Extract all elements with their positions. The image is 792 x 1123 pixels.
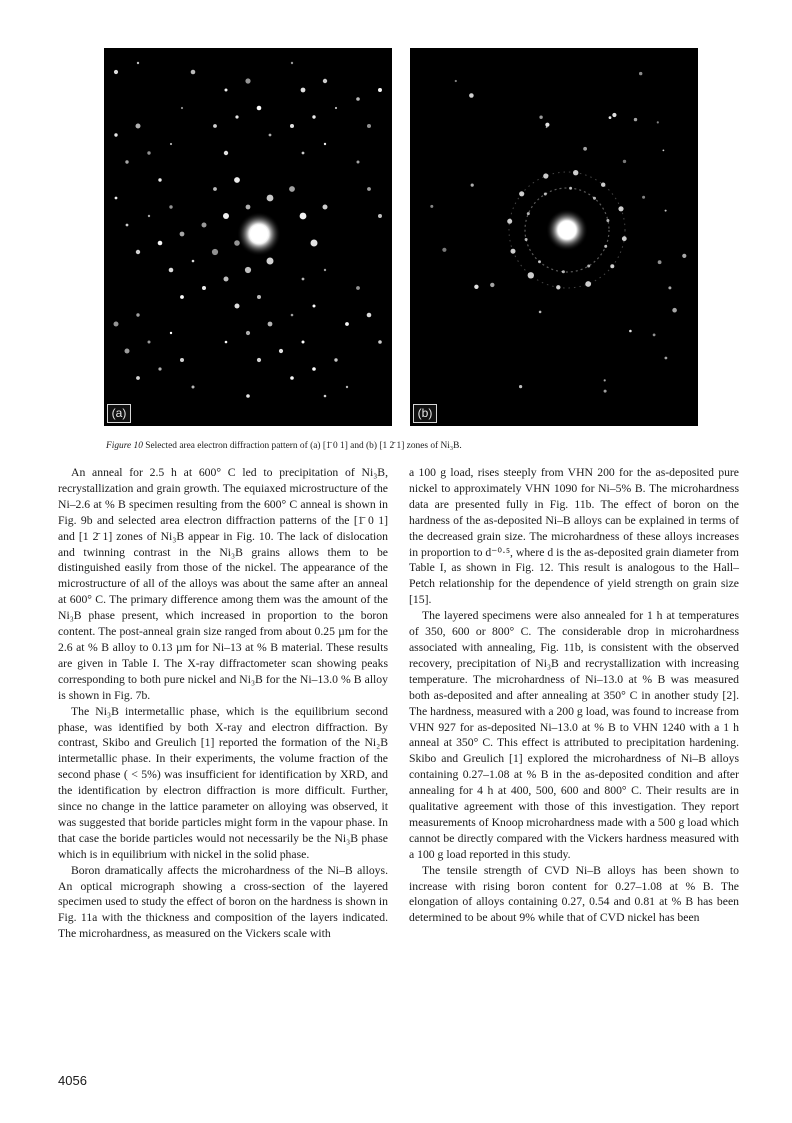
diffraction-spot <box>302 278 305 281</box>
diffraction-spot <box>268 322 273 327</box>
diffraction-spot <box>192 386 195 389</box>
diffraction-spot <box>490 283 494 287</box>
diffraction-spot <box>158 367 161 370</box>
paragraph: Boron dramatically affects the microhardness of the Ni–B alloys. An optical micrograph showing a cross-section of the layered specimen used to study the effect of boron on the hardness is shown in Fig. 11a with the thickness and composition of the layers indicated. The microhardness, as measured on the Vickers scale with <box>58 863 388 941</box>
diffraction-spot <box>158 178 161 181</box>
diffraction-spot <box>312 115 315 118</box>
diffraction-spot <box>180 232 185 237</box>
diffraction-spot <box>115 197 118 200</box>
diffraction-spot <box>225 89 228 92</box>
diffraction-spot <box>610 264 614 268</box>
diffraction-spot <box>235 115 238 118</box>
diffraction-spot <box>267 258 274 265</box>
diffraction-spot <box>378 340 382 344</box>
diffraction-spot <box>609 116 612 119</box>
diffraction-spot <box>511 249 516 254</box>
diffraction-spot <box>213 124 217 128</box>
diffraction-spot <box>601 183 605 187</box>
diffraction-spot <box>378 214 382 218</box>
diffraction-spot <box>302 152 305 155</box>
diffraction-spot <box>519 191 524 196</box>
diffraction-spot <box>246 331 250 335</box>
diffraction-spot <box>169 205 172 208</box>
diffraction-spot <box>324 395 327 398</box>
diffraction-spot <box>587 265 590 268</box>
diffraction-spot <box>136 124 141 129</box>
diffraction-spot <box>313 305 316 308</box>
left-text-column <box>58 465 388 942</box>
figure-caption-text: Selected area electron diffraction pattern of (a) [1̄ 0 1] and (b) [1 2̄ 1] zones of Ni₃B. <box>145 441 462 451</box>
diffraction-spot <box>257 106 262 111</box>
diffraction-spot <box>301 88 306 93</box>
diffraction-spot <box>212 249 218 255</box>
diffraction-spot <box>642 196 645 199</box>
diffraction-spot <box>569 187 572 190</box>
diffraction-spot <box>367 313 372 318</box>
diffraction-spot <box>442 248 446 252</box>
diffraction-spot <box>170 332 172 334</box>
diffraction-spot <box>312 367 316 371</box>
diffraction-spot <box>672 308 677 313</box>
diffraction-spot <box>474 285 478 289</box>
panel-a-label: (a) <box>107 404 131 423</box>
diffraction-spot <box>324 269 326 271</box>
diffraction-spot <box>618 206 623 211</box>
diffraction-spot <box>507 219 512 224</box>
diffraction-spot <box>311 240 318 247</box>
diffraction-spot <box>538 260 541 263</box>
diffraction-spot <box>290 376 294 380</box>
diffraction-spot <box>137 62 139 64</box>
diffraction-spot <box>539 311 542 314</box>
diffraction-spot <box>430 205 433 208</box>
diffraction-spot <box>289 186 295 192</box>
paragraph: The tensile strength of CVD Ni–B alloys has been shown to increase with rising boron content for 0.27–1.08 at % B. The elongation of alloys containing 0.27, 0.54 and 0.81 at % B has been determined to be about 9% while that of CVD nickel has been <box>409 863 739 925</box>
diffraction-spot <box>663 150 665 152</box>
diffraction-spot <box>623 160 626 163</box>
diffraction-spot <box>147 151 150 154</box>
diffraction-spot <box>191 70 196 75</box>
central-beam <box>558 221 576 239</box>
diffraction-spot <box>257 295 261 299</box>
diffraction-spot <box>604 379 606 381</box>
diffraction-spot <box>202 286 206 290</box>
diffraction-spot <box>136 313 139 316</box>
diffraction-spot <box>583 147 587 151</box>
diffraction-spot <box>528 272 534 278</box>
diffraction-spot <box>367 124 371 128</box>
diffraction-spot <box>345 322 349 326</box>
diffraction-spot <box>170 143 172 145</box>
diffraction-spot <box>136 376 140 380</box>
diffraction-spot <box>543 173 548 178</box>
diffraction-spot <box>125 349 130 354</box>
diffraction-spot <box>629 330 632 333</box>
diffraction-spot <box>665 210 667 212</box>
diffraction-spot <box>556 285 560 289</box>
diffraction-spot <box>639 72 642 75</box>
figure-panel-a <box>104 48 392 426</box>
diffraction-spot <box>269 134 272 137</box>
paragraph: An anneal for 2.5 h at 600° C led to precipitation of Ni₃B, recrystallization and grain growth. The equiaxed microstructure of the Ni–2.6 at % B specimen resulting from the 600° C anneal is shown in Fig. 9b and selected area electron diffraction patterns of the [1̄ 0 1] and [1 2̄ 1] zones of Ni₃B appear in Fig. 10. The lack of dislocation and twinning contrast in the Ni₃B grains allows them to be distinguished easily from those of the nickel. The appearance of the microstructure of all of the alloys was about the same after an anneal at 600° C. The primary difference among them was the amount of the Ni₃B phase present, which increased in proportion to the boron content. The post-anneal grain size ranged from about 0.25 µm for the 2.6 at % B alloy to 0.13 µm for Ni–13 at % B material. These results are given in Table I. The X-ray diffractometer scan showing peaks corresponding to both pure nickel and Ni₃B for the Ni–13.0 % B alloy is shown in Fig. 7b. <box>58 466 388 702</box>
diffraction-spot <box>634 118 637 121</box>
diffraction-spot <box>224 151 228 155</box>
diffraction-spot <box>180 295 184 299</box>
diffraction-spot <box>682 254 686 258</box>
diffraction-spot <box>267 195 274 202</box>
diffraction-spot <box>562 270 565 273</box>
diffraction-spot <box>658 260 662 264</box>
diffraction-spot <box>136 250 140 254</box>
diffraction-spot <box>192 260 195 263</box>
diffraction-spot <box>246 394 250 398</box>
diffraction-spot <box>300 213 307 220</box>
paragraph: The layered specimens were also annealed for 1 h at temperatures of 350, 600 or 800° C. The considerable drop in microhardness associated with annealing, Fig. 11b, is consistent with the observed recovery, precipitation of Ni₃B and recrystallization with increasing temperature. The microhardness of Ni–13.0 at % B was measured both as-deposited and after annealing at 350° C in another study [2]. The hardness, measured with a 200 g load, was found to increase from VHN 927 for as-deposited Ni–13.0 at % B to VHN 1240 with a 1 h anneal at 350° C. This effect is attributed to precipitation hardening. Skibo and Greulich [1] explored the microhardness of Ni–B alloys containing 0.27–1.08 at % B in the as-deposited condition and after annealing for 4 h at 400, 500, 600 and 800° C. Their results are in qualitative agreement with those of this investigation. They report measurements of Knoop microhardness made with a 500 g load which cannot be directly compared with the Vickers hardness measured with a 100 g load reported in this study. <box>409 609 739 861</box>
page-number: 4056 <box>58 1073 87 1088</box>
diffraction-pattern-b <box>410 48 698 426</box>
diffraction-spot <box>323 79 327 83</box>
diffraction-spot <box>471 184 474 187</box>
paragraph-continuation: a 100 g load, rises steeply from VHN 200 for the as-deposited pure nickel to approximately VHN 1090 for Ni–5% B. The microhardness data are presented fully in Fig. 11b. The effect of boron on the hardness of the as-deposited Ni–B alloys can be explained in terms of the decreased grain size. The microhardness of these alloys increases in proportion to d⁻⁰·⁵, where d is the as-deposited grain diameter from Table I, as shown in Fig. 12. This result is analogous to the Hall–Petch relationship for the dependence of yield strength on grain size [15]. <box>409 466 739 607</box>
diffraction-spot <box>245 78 250 83</box>
diffraction-spot <box>612 113 616 117</box>
diffraction-spot <box>291 62 293 64</box>
diffraction-spot <box>367 187 371 191</box>
diffraction-spot <box>323 205 328 210</box>
diffraction-spot <box>527 212 530 215</box>
diffraction-spot <box>148 215 150 217</box>
diffraction-spot <box>234 177 240 183</box>
diffraction-spot <box>125 160 128 163</box>
figure-panel-b <box>410 48 698 426</box>
diffraction-spot <box>356 97 360 101</box>
diffraction-spot <box>257 358 261 362</box>
diffraction-spot <box>346 386 348 388</box>
diffraction-spot <box>245 267 251 273</box>
diffraction-spot <box>604 245 607 248</box>
diffraction-spot <box>225 341 228 344</box>
panel-b-label: (b) <box>413 404 437 423</box>
diffraction-spot <box>224 277 229 282</box>
diffraction-spot <box>279 349 283 353</box>
central-beam <box>250 225 268 243</box>
diffraction-spot <box>545 123 549 127</box>
diffraction-spot <box>181 107 183 109</box>
diffraction-spot <box>213 187 217 191</box>
diffraction-spot <box>290 124 294 128</box>
paragraph: The Ni₃B intermetallic phase, which is the equilibrium second phase, was identified by both X-ray and electron diffraction. By contrast, Skibo and Greulich [1] reported the formation of the Ni₂B intermetallic phase. In their experiments, the volume fraction of the second phase ( < 5%) was insufficient for identification by XRD, and the identification by electron diffraction is more difficult. Further, since no change in the lattice parameter on alloying was observed, it was suggested that boride particles might form in the vapour phase. In that case the boride particles would not necessarily be the Ni₃B phase which is in equilibrium with nickel in the solid phase. <box>58 704 388 861</box>
diffraction-spot <box>302 341 305 344</box>
diffraction-spot <box>657 121 659 123</box>
diffraction-spot <box>223 213 229 219</box>
figure-caption-label: Figure 10 <box>106 441 143 451</box>
diffraction-spot <box>114 70 118 74</box>
diffraction-pattern-a <box>104 48 392 426</box>
diffraction-spot <box>604 390 607 393</box>
diffraction-spot <box>356 286 360 290</box>
diffraction-spot <box>324 143 326 145</box>
diffraction-spot <box>668 286 671 289</box>
diffraction-spot <box>455 80 457 82</box>
diffraction-spot <box>148 341 151 344</box>
diffraction-spot <box>546 126 548 128</box>
diffraction-spot <box>378 88 382 92</box>
diffraction-spot <box>525 238 528 241</box>
diffraction-spot <box>246 205 251 210</box>
diffraction-spot <box>573 170 578 175</box>
diffraction-spot <box>665 357 668 360</box>
diffraction-spot <box>291 314 294 317</box>
diffraction-spot <box>519 385 522 388</box>
diffraction-spot <box>126 224 129 227</box>
diffraction-spot <box>180 358 184 362</box>
diffraction-spot <box>169 268 174 273</box>
right-text-column <box>409 465 739 926</box>
diffraction-spot <box>606 219 609 222</box>
diffraction-spot <box>539 116 542 119</box>
diffraction-spot <box>334 358 337 361</box>
diffraction-spot <box>622 236 627 241</box>
diffraction-spot <box>202 223 207 228</box>
diffraction-spot <box>469 93 474 98</box>
diffraction-spot <box>114 322 119 327</box>
diffraction-spot <box>114 133 117 136</box>
figure-caption <box>106 441 706 451</box>
diffraction-spot <box>158 241 163 246</box>
diffraction-spot <box>653 334 656 337</box>
diffraction-spot <box>585 281 591 287</box>
diffraction-spot <box>335 107 337 109</box>
diffraction-spot <box>235 304 240 309</box>
diffraction-spot <box>544 193 547 196</box>
diffraction-spot <box>593 197 596 200</box>
diffraction-spot <box>357 161 360 164</box>
